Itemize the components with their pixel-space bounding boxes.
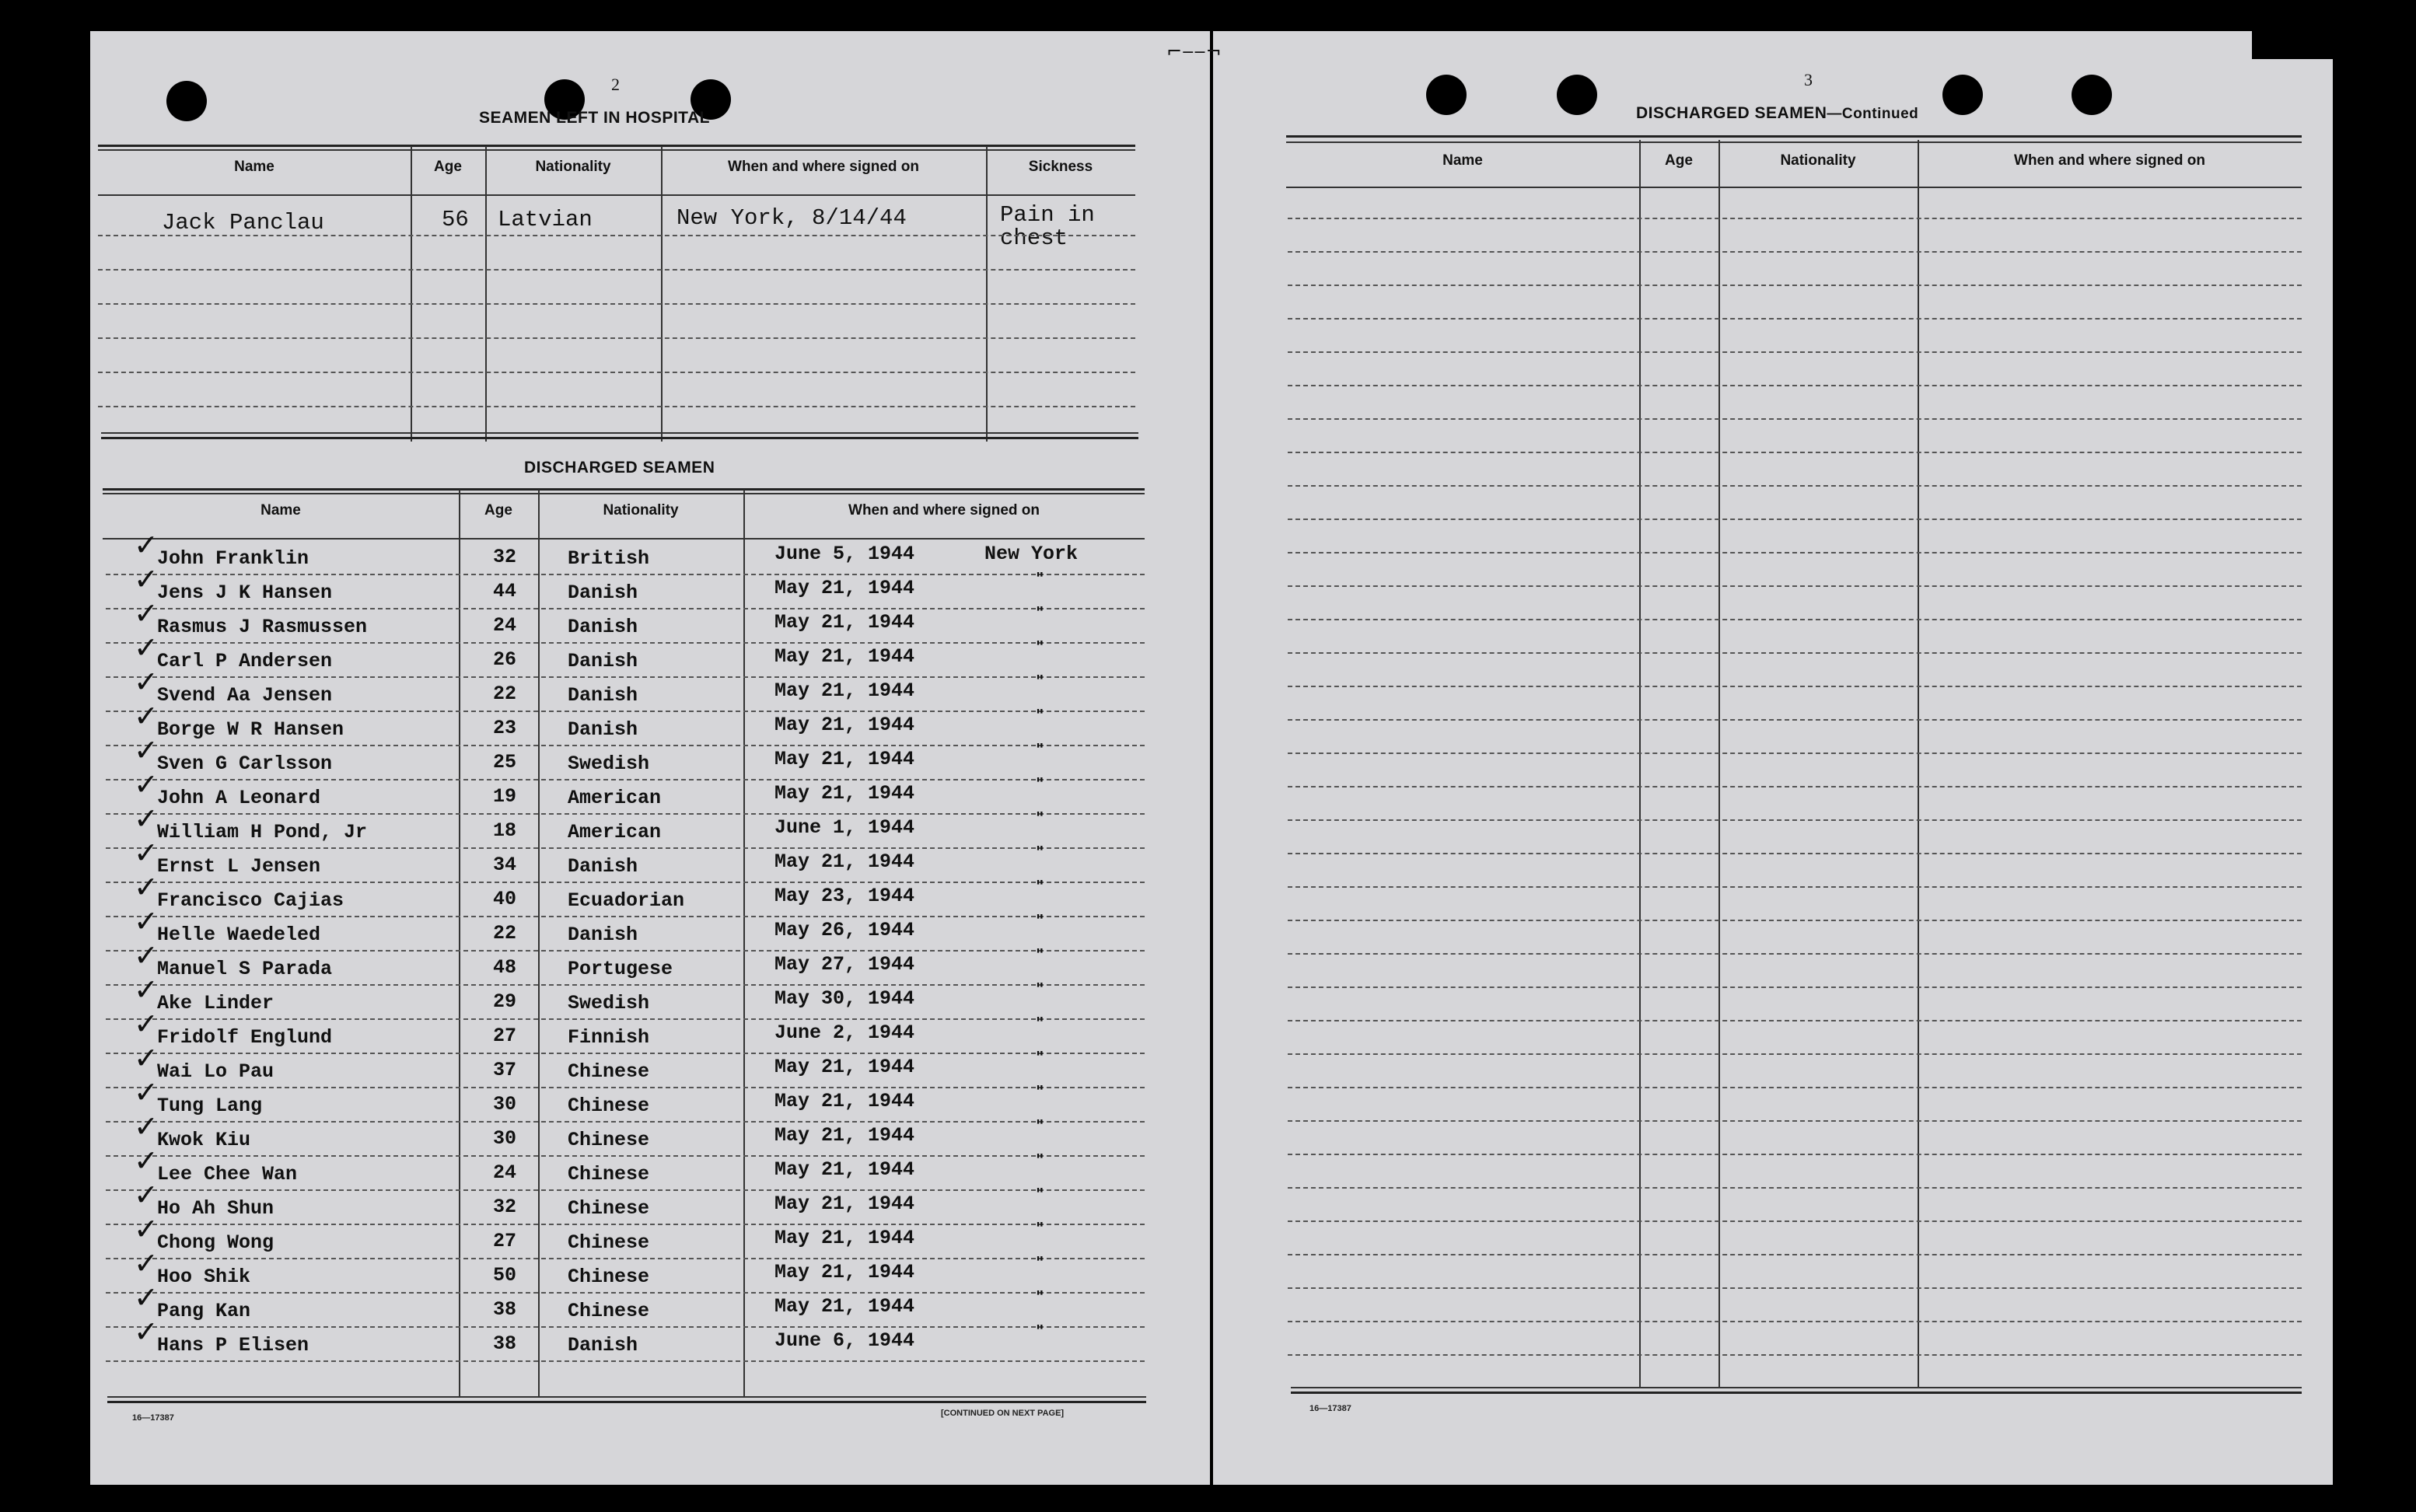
seaman-age: 38 [493, 1298, 517, 1321]
check-mark-icon: ✓ [134, 665, 159, 699]
seaman-name: Carl P Andersen [157, 650, 333, 672]
ditto-mark: " [1036, 808, 1044, 827]
ruled-line [1288, 920, 2302, 921]
seaman-age: 25 [493, 751, 517, 773]
signed-on-date: May 21, 1944 [774, 1261, 915, 1283]
signed-on-date: May 21, 1944 [774, 1158, 915, 1181]
signed-on-date: June 2, 1944 [774, 1021, 915, 1044]
seaman-nationality: Danish [568, 855, 638, 878]
ditto-mark: " [1036, 1322, 1044, 1340]
signed-on-date: June 5, 1944 [774, 543, 915, 565]
seaman-nationality: Chinese [568, 1060, 650, 1083]
ruled-line [1288, 1053, 2302, 1055]
check-mark-icon: ✓ [134, 836, 159, 870]
seaman-name: John Franklin [157, 547, 309, 570]
ruled-line [1288, 719, 2302, 721]
signed-on-date: May 21, 1944 [774, 1192, 915, 1215]
punch-hole [1942, 75, 1983, 115]
seaman-nationality: Ecuadorian [568, 889, 685, 912]
ruled-line [1288, 251, 2302, 253]
seaman-age: 24 [493, 1161, 517, 1184]
ruled-line [106, 1360, 1145, 1362]
ruled-line [1288, 1220, 2302, 1222]
ditto-mark: " [1036, 740, 1044, 759]
seaman-name: Sven G Carlsson [157, 753, 333, 775]
ruled-line [1288, 385, 2302, 386]
ruled-line [1288, 318, 2302, 320]
ditto-mark: " [1036, 1014, 1044, 1032]
signed-on-date: May 21, 1944 [774, 611, 915, 634]
seaman-age: 30 [493, 1093, 517, 1116]
ditto-mark: " [1036, 706, 1044, 725]
seaman-nationality: Danish [568, 684, 638, 707]
seaman-nationality: Danish [568, 1334, 638, 1357]
seaman-name: Svend Aa Jensen [157, 684, 333, 707]
ruled-line [106, 711, 1145, 712]
column-header: Nationality [535, 159, 611, 175]
discharged-continued-title: DISCHARGED SEAMEN—Continued [1636, 104, 1919, 122]
check-mark-icon: ✓ [134, 1109, 159, 1144]
seaman-age: 23 [493, 717, 517, 739]
sickness: chest [1000, 225, 1068, 251]
column-header: Nationality [1780, 152, 1856, 169]
ruled-line [1288, 519, 2302, 520]
ruled-line [1288, 1321, 2302, 1322]
seaman-name: Pang Kan [157, 1300, 251, 1322]
signed-on-date: May 21, 1944 [774, 1227, 915, 1249]
ruled-line [106, 1224, 1145, 1225]
ruled-line [106, 984, 1145, 986]
ruled-line [1288, 1087, 2302, 1088]
seaman-name: John A Leonard [157, 787, 321, 809]
ditto-mark: " [1036, 1082, 1044, 1101]
seaman-name: William H Pond, Jr [157, 821, 368, 843]
ruled-line [106, 779, 1145, 780]
ditto-mark: " [1036, 877, 1044, 896]
seaman-nationality: Chinese [568, 1095, 650, 1117]
seaman-age: 32 [493, 1196, 517, 1218]
column-header: Age [1665, 152, 1693, 169]
seaman-name: Jens J K Hansen [157, 581, 333, 604]
signed-on-date: May 26, 1944 [774, 919, 915, 941]
check-mark-icon: ✓ [134, 528, 159, 562]
seaman-name: Tung Lang [157, 1095, 263, 1117]
staple-mark: ⌐‒‒¬ [1166, 40, 1222, 62]
ruled-line [1288, 1020, 2302, 1021]
ruled-line [1288, 1187, 2302, 1189]
ruled-line [1288, 585, 2302, 587]
ruled-line [1288, 452, 2302, 453]
seaman-name: Helle Waedeled [157, 924, 321, 946]
signed-on-date: May 30, 1944 [774, 987, 915, 1010]
column-header: Sickness [1028, 159, 1093, 175]
column-header: Name [234, 159, 274, 175]
seaman-age: 44 [493, 580, 517, 602]
seaman-age: 50 [493, 1264, 517, 1287]
ruled-line [106, 642, 1145, 644]
check-mark-icon: ✓ [134, 699, 159, 733]
seaman-nationality: American [568, 787, 662, 809]
seaman-name: Fridolf Englund [157, 1026, 333, 1049]
seaman-age: 27 [493, 1025, 517, 1047]
check-mark-icon: ✓ [134, 1212, 159, 1246]
seaman-age: 37 [493, 1059, 517, 1081]
seaman-name: Borge W R Hansen [157, 718, 344, 741]
check-mark-icon: ✓ [134, 1315, 159, 1349]
ditto-mark: " [1036, 672, 1044, 690]
seaman-age: 32 [493, 546, 517, 568]
ruled-line [98, 303, 1135, 305]
ruled-line [98, 406, 1135, 407]
punch-hole [166, 81, 207, 121]
check-mark-icon: ✓ [134, 1041, 159, 1075]
ruled-line [106, 847, 1145, 849]
signed-on-date: May 21, 1944 [774, 748, 915, 770]
ruled-line [106, 1155, 1145, 1157]
column-header: Name [1442, 152, 1483, 169]
seaman-nationality: Chinese [568, 1129, 650, 1151]
check-mark-icon: ✓ [134, 1075, 159, 1109]
check-mark-icon: ✓ [134, 870, 159, 904]
ruled-line [1288, 953, 2302, 955]
seaman-nationality: Danish [568, 718, 638, 741]
ruled-line [98, 372, 1135, 373]
discharged-section-title: DISCHARGED SEAMEN [524, 459, 715, 477]
ditto-mark: " [1036, 843, 1044, 861]
ruled-line [1288, 652, 2302, 654]
ditto-mark: " [1036, 774, 1044, 793]
punch-hole [1426, 75, 1467, 115]
column-header: Age [434, 159, 462, 175]
ruled-line [106, 1018, 1145, 1020]
signed-on-date: May 21, 1944 [774, 577, 915, 599]
check-mark-icon: ✓ [134, 904, 159, 938]
ruled-line [1288, 853, 2302, 854]
continued-note: [CONTINUED ON NEXT PAGE] [941, 1409, 1065, 1418]
signed-on-date: June 6, 1944 [774, 1329, 915, 1352]
seaman-name: Lee Chee Wan [157, 1163, 298, 1186]
seaman-age: 26 [493, 648, 517, 671]
ditto-mark: " [1036, 1151, 1044, 1169]
signed-on-date: May 21, 1944 [774, 782, 915, 805]
seaman-nationality: Swedish [568, 992, 650, 1014]
column-header: Name [260, 502, 301, 519]
seaman-age: 18 [493, 819, 517, 842]
seaman-nationality: Danish [568, 650, 638, 672]
seaman-age: 19 [493, 785, 517, 808]
check-mark-icon: ✓ [134, 596, 159, 630]
ruled-line [1288, 351, 2302, 353]
punch-hole [1557, 75, 1597, 115]
check-mark-icon: ✓ [134, 801, 159, 836]
seaman-nationality: Chinese [568, 1231, 650, 1254]
ruled-line [1288, 1154, 2302, 1155]
ditto-mark: " [1036, 1116, 1044, 1135]
ditto-mark: " [1036, 1253, 1044, 1272]
ruled-line [1288, 1120, 2302, 1122]
ruled-line [106, 608, 1145, 609]
ditto-mark: " [1036, 569, 1044, 588]
signed-on-date: May 21, 1944 [774, 1056, 915, 1078]
ditto-mark: " [1036, 603, 1044, 622]
ditto-mark: " [1036, 979, 1044, 998]
ruled-line [1288, 218, 2302, 219]
signed-on-date: May 21, 1944 [774, 850, 915, 873]
ruled-line [106, 1292, 1145, 1294]
seaman-age: 48 [493, 956, 517, 979]
seaman-age: 22 [493, 922, 517, 945]
ruled-line [106, 1189, 1145, 1191]
check-mark-icon: ✓ [134, 938, 159, 972]
seaman-name: Ernst L Jensen [157, 855, 321, 878]
ruled-line [106, 882, 1145, 883]
page-number: 3 [1804, 70, 1813, 89]
check-mark-icon: ✓ [134, 972, 159, 1007]
form-number: 16—17387 [132, 1413, 174, 1423]
column-header: When and where signed on [848, 502, 1040, 519]
ruled-line [106, 1326, 1145, 1328]
ruled-line [98, 337, 1135, 339]
seaman-nationality: Portugese [568, 958, 673, 980]
signed-on-date: May 23, 1944 [774, 885, 915, 907]
ditto-mark: " [1036, 911, 1044, 930]
seaman-name: Wai Lo Pau [157, 1060, 274, 1083]
signed-on: New York, 8/14/44 [677, 205, 907, 231]
seaman-nationality: British [568, 547, 650, 570]
ruled-line [106, 950, 1145, 952]
check-mark-icon: ✓ [134, 1280, 159, 1315]
ruled-line [106, 676, 1145, 678]
edge-tab [2252, 31, 2333, 59]
seaman-nationality: Chinese [568, 1300, 650, 1322]
page-number: 2 [611, 75, 620, 94]
seaman-nationality: Danish [568, 924, 638, 946]
signed-on-place: New York [984, 543, 1079, 565]
seaman-age: 30 [493, 1127, 517, 1150]
signed-on-date: May 21, 1944 [774, 1090, 915, 1112]
seaman-name: Hoo Shik [157, 1266, 251, 1288]
ruled-line [1288, 1354, 2302, 1356]
ruled-line [106, 1087, 1145, 1088]
seaman-name: Ho Ah Shun [157, 1197, 274, 1220]
seaman-nationality: Latvian [498, 207, 593, 232]
column-header: Nationality [603, 502, 679, 519]
seaman-nationality: Swedish [568, 753, 650, 775]
hospital-section-title: SEAMEN LEFT IN HOSPITAL [479, 109, 710, 127]
check-mark-icon: ✓ [134, 767, 159, 801]
check-mark-icon: ✓ [134, 1246, 159, 1280]
ruled-line [1288, 986, 2302, 988]
seaman-name: Rasmus J Rasmussen [157, 616, 368, 638]
seaman-nationality: Finnish [568, 1026, 650, 1049]
signed-on-date: June 1, 1944 [774, 816, 915, 839]
seaman-name: Hans P Elisen [157, 1334, 309, 1357]
ditto-mark: " [1036, 637, 1044, 656]
seaman-age: 38 [493, 1332, 517, 1355]
seaman-nationality: Chinese [568, 1197, 650, 1220]
ruled-line [106, 745, 1145, 746]
ditto-mark: " [1036, 1219, 1044, 1238]
form-number: 16—17387 [1309, 1404, 1351, 1413]
ditto-mark: " [1036, 1287, 1044, 1306]
ruled-line [1288, 1254, 2302, 1255]
signed-on-date: May 27, 1944 [774, 953, 915, 976]
seaman-age: 29 [493, 990, 517, 1013]
ruled-line [1288, 285, 2302, 286]
ruled-line [1288, 886, 2302, 888]
signed-on-date: May 21, 1944 [774, 1295, 915, 1318]
ruled-line [106, 916, 1145, 917]
check-mark-icon: ✓ [134, 1144, 159, 1178]
left-page [90, 31, 1210, 1485]
column-header: When and where signed on [728, 159, 919, 175]
check-mark-icon: ✓ [134, 562, 159, 596]
check-mark-icon: ✓ [134, 630, 159, 665]
ditto-mark: " [1036, 1048, 1044, 1067]
ruled-line [1288, 819, 2302, 821]
seaman-nationality: Chinese [568, 1163, 650, 1186]
signed-on-date: May 21, 1944 [774, 1124, 915, 1147]
check-mark-icon: ✓ [134, 733, 159, 767]
seaman-nationality: Chinese [568, 1266, 650, 1288]
ruled-line [106, 813, 1145, 815]
ruled-line [106, 1258, 1145, 1259]
seaman-nationality: Danish [568, 581, 638, 604]
ruled-line [106, 1053, 1145, 1054]
column-header: Age [484, 502, 512, 519]
ruled-line [1288, 418, 2302, 420]
check-mark-icon: ✓ [134, 1007, 159, 1041]
seaman-nationality: Danish [568, 616, 638, 638]
seaman-age: 56 [442, 207, 469, 232]
signed-on-date: May 21, 1944 [774, 714, 915, 736]
seaman-age: 27 [493, 1230, 517, 1252]
signed-on-date: May 21, 1944 [774, 679, 915, 702]
ruled-line [98, 269, 1135, 271]
right-page [1213, 31, 2333, 1485]
ruled-line [1288, 786, 2302, 787]
ruled-line [1288, 753, 2302, 754]
ditto-mark: " [1036, 945, 1044, 964]
ruled-line [1288, 552, 2302, 553]
seaman-age: 34 [493, 854, 517, 876]
seaman-age: 24 [493, 614, 517, 637]
seaman-nationality: American [568, 821, 662, 843]
sickness: Pain in [1000, 202, 1095, 228]
seaman-name: Ake Linder [157, 992, 274, 1014]
ruled-line [1288, 686, 2302, 687]
seaman-name: Kwok Kiu [157, 1129, 251, 1151]
ruled-line [1288, 1287, 2302, 1289]
ruled-line [106, 574, 1145, 575]
ditto-mark: " [1036, 1185, 1044, 1203]
punch-hole [2072, 75, 2112, 115]
seaman-name: Francisco Cajias [157, 889, 344, 912]
signed-on-date: May 21, 1944 [774, 645, 915, 668]
column-header: When and where signed on [2014, 152, 2205, 169]
ruled-line [106, 1121, 1145, 1123]
seaman-name: Chong Wong [157, 1231, 274, 1254]
check-mark-icon: ✓ [134, 1178, 159, 1212]
ruled-line [1288, 619, 2302, 620]
seaman-name: Jack Panclau [162, 210, 324, 236]
seaman-age: 22 [493, 683, 517, 705]
ruled-line [1288, 485, 2302, 487]
ruled-line [98, 235, 1135, 236]
seaman-name: Manuel S Parada [157, 958, 333, 980]
seaman-age: 40 [493, 888, 517, 910]
